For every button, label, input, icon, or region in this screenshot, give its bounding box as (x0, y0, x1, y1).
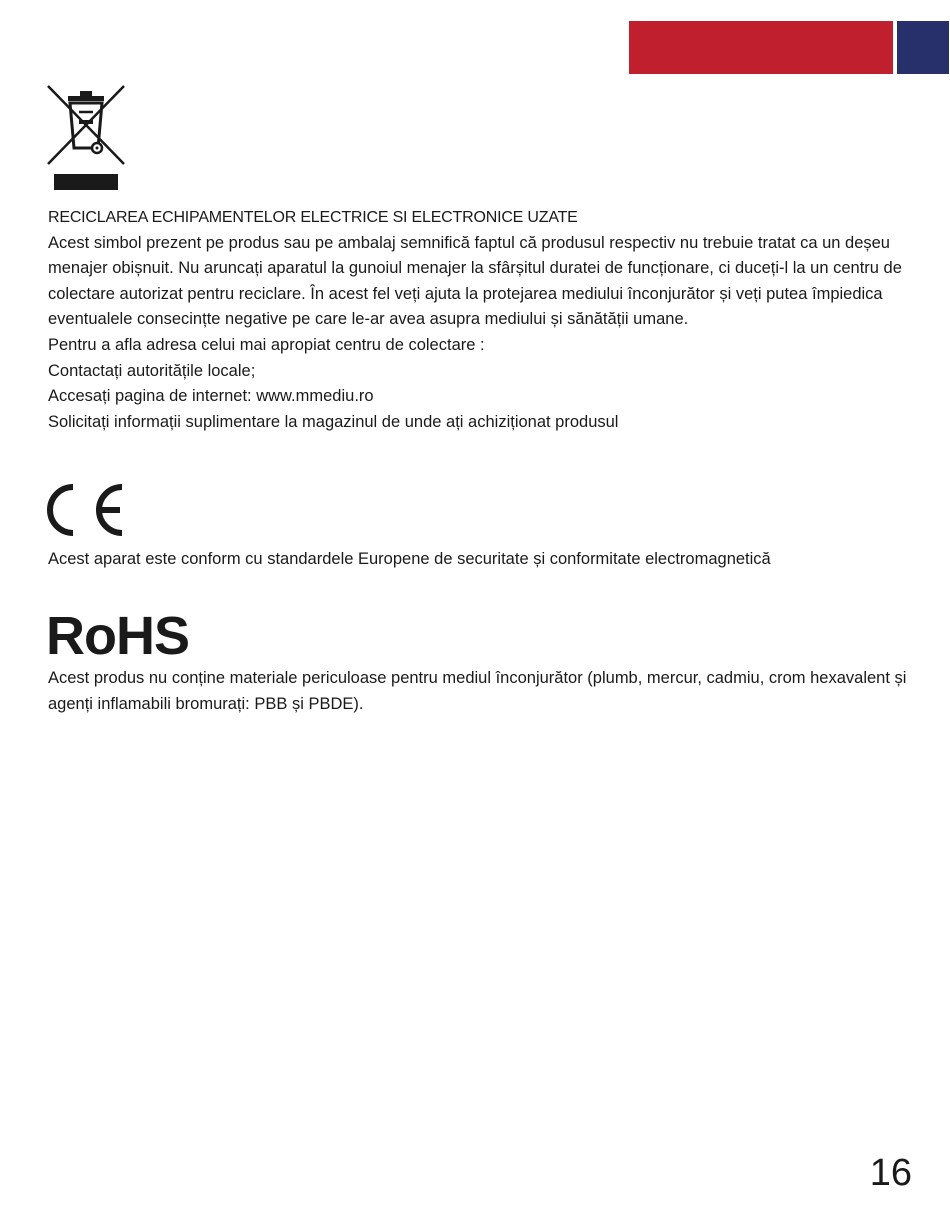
store-info: Solicitați informații suplimentare la magazinul de unde ați achiziționat produsul (48, 412, 619, 431)
weee-recycling-section (48, 205, 928, 435)
header-accent-red-bar (629, 21, 893, 74)
ce-mark-icon (46, 482, 126, 538)
rohs-text: Acest produs nu conține materiale periculoase pentru mediul înconjurător (plumb, mercur, cadmiu, crom hexavalent și agenți inflamabili bromurați: PBB și PBDE). (48, 669, 907, 713)
rohs-section (48, 666, 928, 717)
header-accent-blue-bar (897, 21, 949, 74)
collection-address-intro: Pentru a afla adresa celui mai apropiat centru de colectare : (48, 335, 485, 354)
recycling-paragraph: Acest simbol prezent pe produs sau pe ambalaj semnifică faptul că produsul respectiv nu trebuie tratat ca un deșeu menajer obișnuit. Nu aruncați aparatul la gunoiul menajer la sfârșitul duratei de funcționare, ci duceți-l la un centru de colectare autorizat pentru reciclare. În acest fel veți ajuta la protejarea mediului înconjurător și veți putea împiedica eventualele consecințte negative pe care le-ar avea asupra mediului și sănătății umane. (48, 233, 902, 329)
crossed-out-wheelie-bin-icon (46, 84, 126, 192)
ce-conformity-text: Acest aparat este conform cu standardele Europene de securitate și conformitate electromagnetică (48, 550, 771, 568)
ce-conformity-section (48, 547, 928, 573)
rohs-logo: RoHS (46, 606, 189, 666)
recycling-heading: RECICLAREA ECHIPAMENTELOR ELECTRICE SI ELECTRONICE UZATE (48, 209, 578, 226)
page-number: 16 (869, 1152, 912, 1194)
contact-local-authorities: Contactați autoritățile locale; (48, 361, 256, 380)
website-info: Accesați pagina de internet: www.mmediu.ro (48, 387, 374, 406)
